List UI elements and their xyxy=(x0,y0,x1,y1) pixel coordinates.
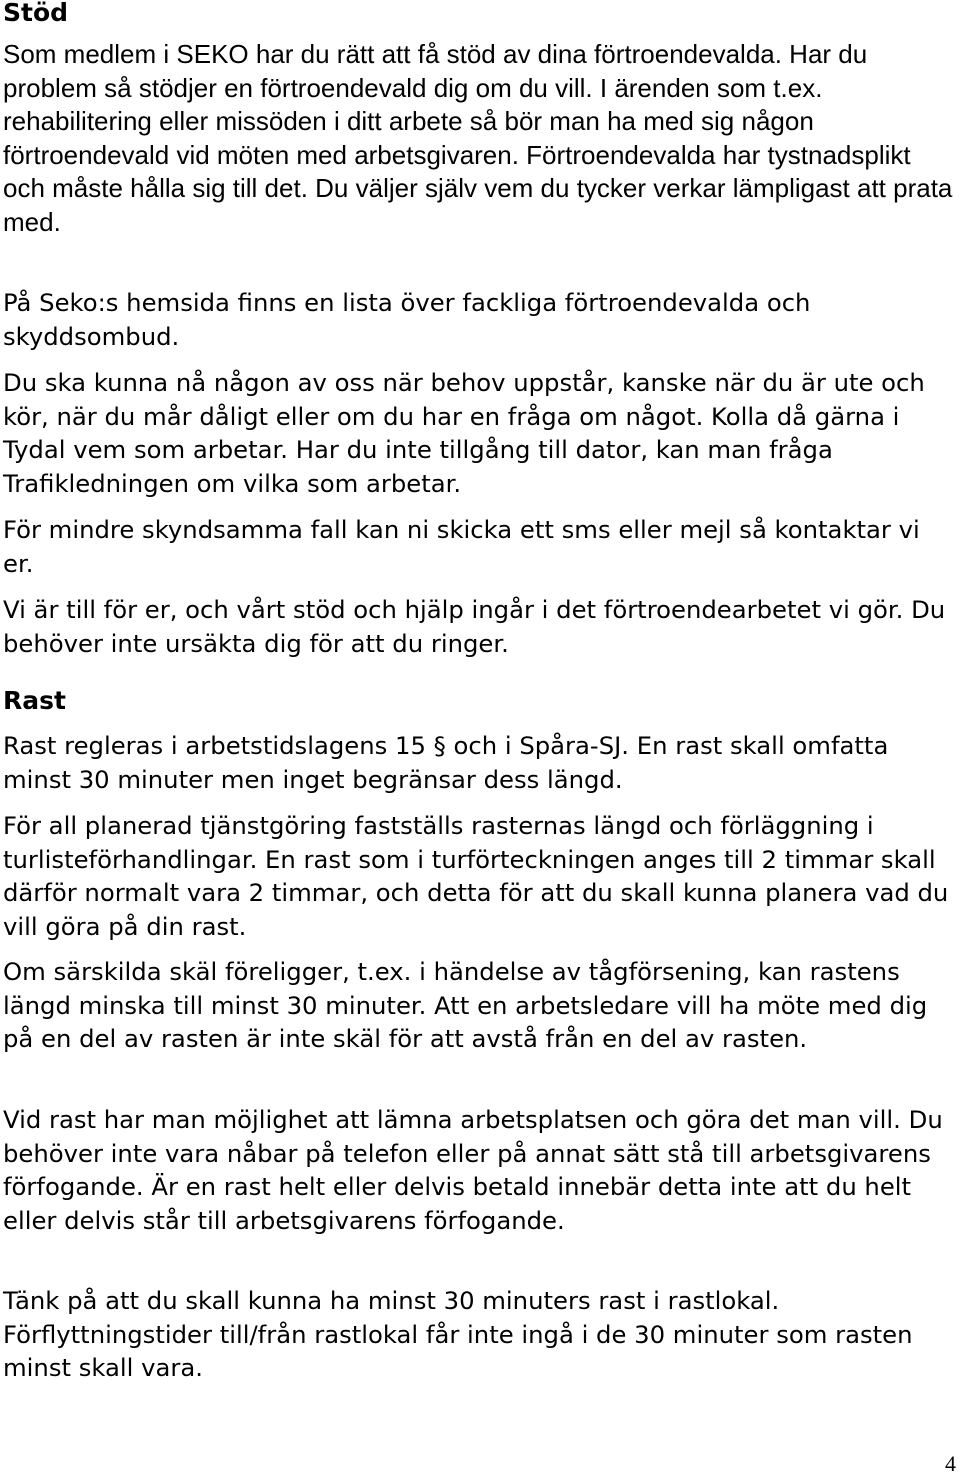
paragraph-rast-2: För all planerad tjänstgöring fastställs rasternas längd och förläggning i turlisteförhandlingar. En rast som i turförteckningen anges till 2 timmar skall därför normalt vara 2 timmar, och detta för att du skall kunna planera vad du vill göra på din rast. xyxy=(3,811,949,941)
paragraph-stod-5: Vi är till för er, och vårt stöd och hjälp ingår i det förtroendearbetet vi gör. Du behöver inte ursäkta dig för att du ringer. xyxy=(3,595,946,658)
paragraph-stod-2: På Seko:s hemsida finns en lista över fackliga förtroendevalda och skyddsombud. xyxy=(3,288,811,351)
paragraph-rast-3: Om särskilda skäl föreligger, t.ex. i händelse av tågförsening, kan rastens längd minska till minst 30 minuter. Att en arbetsledare vill ha möte med dig på en del av rasten är inte skäl för att avstå från en del av rasten. xyxy=(3,957,928,1054)
paragraph-rast-4: Vid rast har man möjlighet att lämna arbetsplatsen och göra det man vill. Du behöver inte vara nåbar på telefon eller på annat sätt stå till arbetsgivarens förfogande. Är en rast helt eller delvis betald innebär detta inte att du helt eller delvis står till arbetsgivarens förfogande. xyxy=(3,1105,943,1235)
paragraph-stod-3: Du ska kunna nå någon av oss när behov uppstår, kanske när du är ute och kör, när du mår dåligt eller om du har en fråga om något. Kolla då gärna i Tydal vem som arbetar. Har du inte tillgång till dator, kan man fråga Trafikledningen om vilka som arbetar. xyxy=(3,368,925,498)
page-number: 4 xyxy=(945,1451,956,1476)
section-heading-rast: Rast xyxy=(3,686,66,715)
paragraph-stod-4: För mindre skyndsamma fall kan ni skicka ett sms eller mejl så kontaktar vi er. xyxy=(3,515,920,578)
paragraph-rast-1: Rast regleras i arbetstidslagens 15 § och i Spåra-SJ. En rast skall omfatta minst 30 minuter men inget begränsar dess längd. xyxy=(3,731,889,794)
paragraph-stod-1: Som medlem i SEKO har du rätt att få stöd av dina förtroendevalda. Har du problem så stödjer en förtroendevald dig om du vill. I ärenden som t.ex. rehabilitering eller missöden i ditt arbete så bör man ha med sig någon förtroendevald vid möten med arbetsgivaren. Förtroendevalda har tystnadsplikt och måste hålla sig till det. Du väljer själv vem du tycker verkar lämpligast att prata med. xyxy=(3,39,953,237)
paragraph-rast-5: Tänk på att du skall kunna ha minst 30 minuters rast i rastlokal. Förflyttningstider till/från rastlokal får inte ingå i de 30 minuter som rasten minst skall vara. xyxy=(3,1286,913,1383)
section-heading-stod: Stöd xyxy=(3,0,69,27)
